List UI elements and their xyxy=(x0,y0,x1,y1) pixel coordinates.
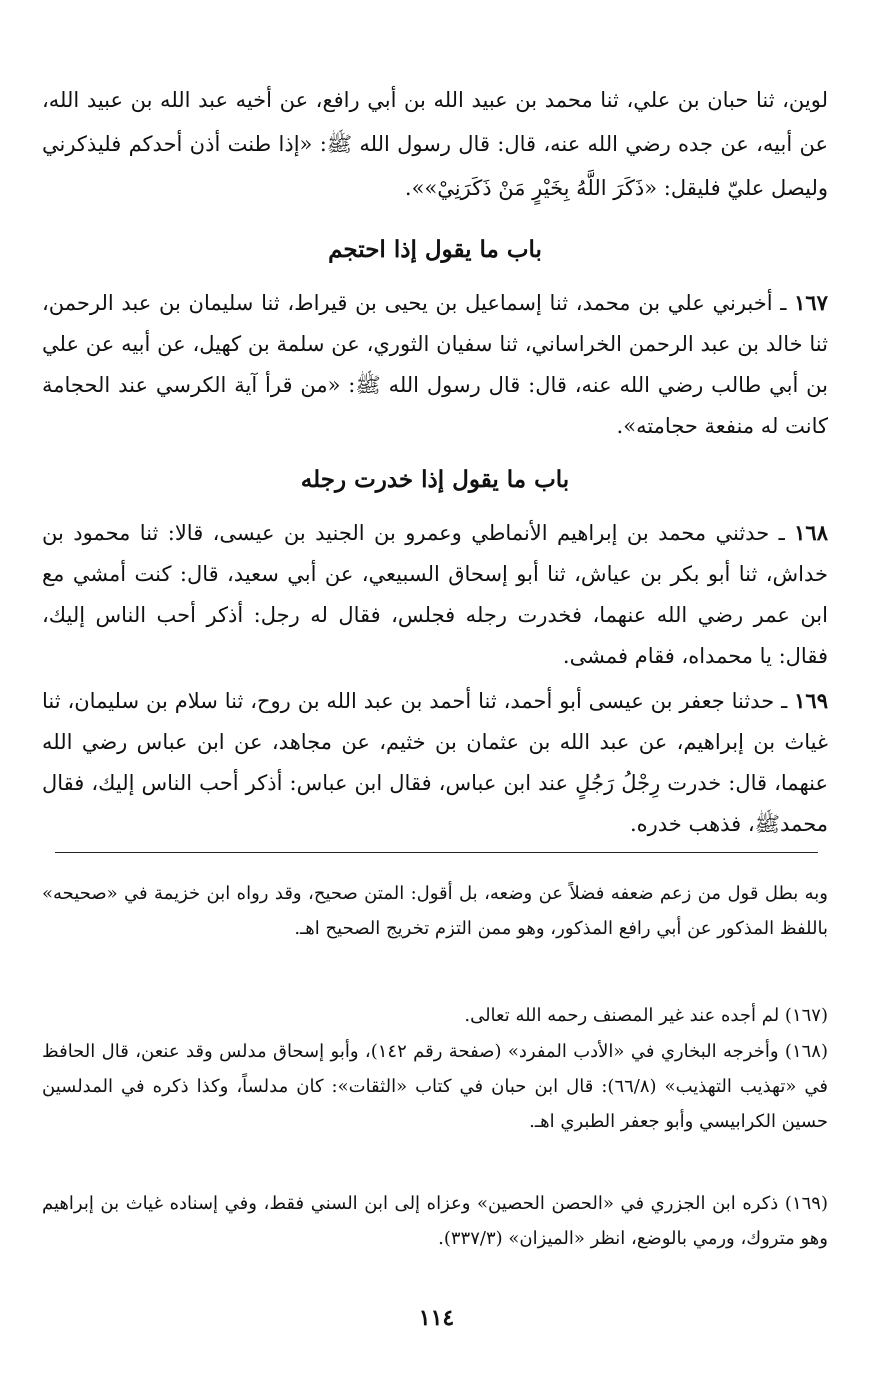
hadith-dash: ـ xyxy=(780,291,787,315)
page-number: ١١٤ xyxy=(418,1305,455,1331)
footnote-169 xyxy=(42,1186,828,1256)
footnote-text: لم أجده عند غير المصنف رحمه الله تعالى. xyxy=(464,1005,780,1026)
hadith-number: ١٦٨ xyxy=(794,520,828,545)
hadith-167 xyxy=(42,282,828,447)
hadith-number: ١٦٧ xyxy=(794,290,828,315)
footnote-divider xyxy=(55,852,818,853)
intro-paragraph: لوين، ثنا حبان بن علي، ثنا محمد بن عبيد الله بن أبي رافع، عن أخيه عبد الله بن عبيد الله، عن أبيه، عن جده رضي الله عنه، قال: قال رسول الله ﷺ: «إذا طنت أذن أحدكم فليذكرني وليصل عليّ فليقل: «ذَكَرَ اللَّهُ بِخَيْرٍ مَنْ ذَكَرَنِيْ»». xyxy=(42,88,828,200)
hadith-dash: ـ xyxy=(778,521,785,545)
footnote-ref: (١٦٧) xyxy=(784,1005,828,1026)
footnote-168 xyxy=(42,1034,828,1139)
hadith-text: حدثني محمد بن إبراهيم الأنماطي وعمرو بن الجنيد بن عيسى، قالا: ثنا محمود بن خداش، ثنا أبو بكر بن عياش، ثنا أبو إسحاق السبيعي، عن أبي سعيد، قال: كنت أمشي مع ابن عمر رضي الله عنهما، فخدرت رجله فجلس، فقال له رجل: أذكر أحب الناس إليك، فقال: يا محمداه، فقام فمشى. xyxy=(42,521,828,668)
hadith-text: أخبرني علي بن محمد، ثنا إسماعيل بن يحيى بن قيراط، ثنا سليمان بن عبد الرحمن، ثنا خالد بن عبد الرحمن الخراساني، ثنا سفيان الثوري، عن سلمة بن كهيل، عن أبيه عن علي بن أبي طالب رضي الله عنه، قال: قال رسول الله ﷺ: «من قرأ آية الكرسي عند الحجامة كانت له منفعة حجامته». xyxy=(42,291,828,438)
footnote-continuation: وبه بطل قول من زعم ضعفه فضلاً عن وضعه، بل أقول: المتن صحيح، وقد رواه ابن خزيمة في «صحيحه» باللفظ المذكور عن أبي رافع المذكور، وهو ممن التزم تخريج الصحيح اهـ. xyxy=(42,883,828,939)
hadith-168 xyxy=(42,512,828,677)
hadith-dash: ـ xyxy=(781,689,788,713)
section-heading-cupping: باب ما يقول إذا احتجم xyxy=(328,236,542,263)
footnote-ref: (١٦٨) xyxy=(784,1041,828,1062)
hadith-text: حدثنا جعفر بن عيسى أبو أحمد، ثنا أحمد بن عبد الله بن روح، ثنا سلام بن سليمان، ثنا غياث بن إبراهيم، عن عبد الله بن عثمان بن خثيم، عن مجاهد، عن ابن عباس رضي الله عنهما، قال: خدرت رِجْلُ رَجُلٍ عند ابن عباس، فقال ابن عباس: أذكر أحب الناس إليك، فقال محمدﷺ، فذهب خدره. xyxy=(42,689,828,836)
footnote-text: ذكره ابن الجزري في «الحصن الحصين» وعزاه إلى ابن السني فقط، وفي إسناده غياث بن إبراهيم وهو متروك، ورمي بالوضع، انظر «الميزان» (٣٣٧/٣). xyxy=(42,1193,828,1249)
section-heading-numb-leg: باب ما يقول إذا خدرت رجله xyxy=(300,466,570,493)
footnote-167 xyxy=(42,998,828,1033)
hadith-169 xyxy=(42,680,828,845)
footnote-text: وأخرجه البخاري في «الأدب المفرد» (صفحة رقم ١٤٢)، وأبو إسحاق مدلس وقد عنعن، قال الحافظ في «تهذيب التهذيب» (٦٦/٨): قال ابن حبان في كتاب «الثقات»: كان مدلساً، وكذا ذكره في المدلسين حسين الكرابيسي وأبو جعفر الطبري اهـ. xyxy=(42,1041,828,1132)
hadith-number: ١٦٩ xyxy=(794,688,828,713)
footnote-ref: (١٦٩) xyxy=(784,1193,828,1214)
